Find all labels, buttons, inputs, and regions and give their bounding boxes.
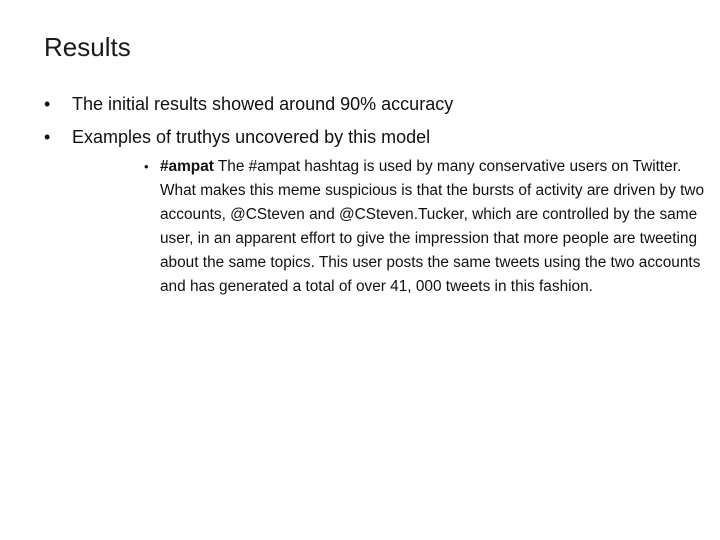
bullet-list bbox=[44, 90, 705, 304]
slide-title: Results bbox=[44, 32, 131, 62]
sub-bullet-bold-text: #ampat bbox=[160, 158, 214, 175]
sub-bullet-text: The #ampat hashtag is used by many conservative users on Twitter. What makes this meme suspicious is that the bursts of activity are driven by two accounts, @CSteven and @CSteven.Tucker, which are controlled by the same user, in an apparent effort to give the impression that more people are tweeting about the same topics. This user posts the same tweets using the two accounts and has generated a total of over 41, 000 tweets in this fashion. bbox=[160, 158, 705, 295]
bullet-item bbox=[44, 123, 705, 299]
sub-bullet-item bbox=[134, 155, 720, 299]
bullet-text: The initial results showed around 90% accuracy bbox=[72, 94, 454, 114]
sub-bullet-dot-icon: • bbox=[144, 159, 149, 174]
bullet-text: Examples of truthys uncovered by this model bbox=[72, 127, 431, 147]
sub-bullet-list bbox=[72, 155, 705, 299]
bullet-dot-icon: • bbox=[44, 127, 51, 147]
bullet-item bbox=[44, 90, 684, 118]
bullet-dot-icon: • bbox=[44, 94, 51, 114]
